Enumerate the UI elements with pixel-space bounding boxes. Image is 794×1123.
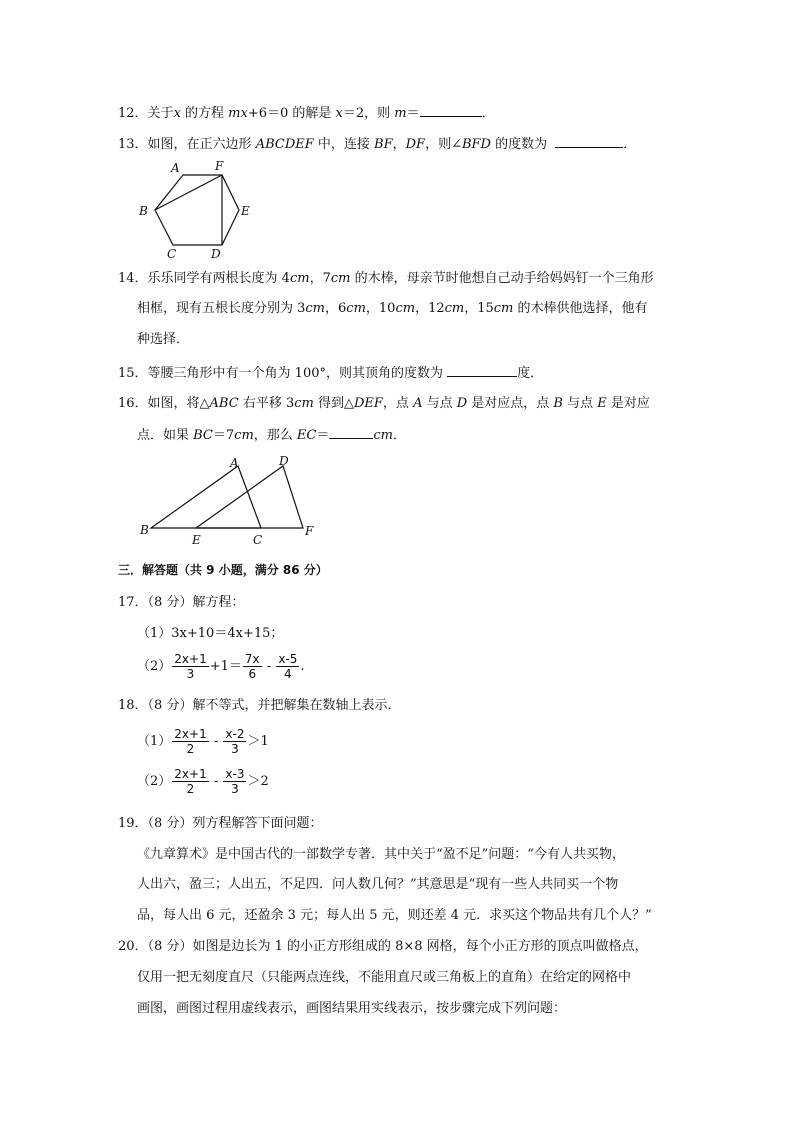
label-e: E (192, 533, 201, 547)
label-e: E (241, 204, 250, 218)
question-13: 13．如图，在正六边形 ABCDEF 中，连接 BF，DF，则∠BFD 的度数为 ． (118, 137, 637, 152)
question-19-body-1: 《九章算术》是中国古代的一部数学专著．其中关于“盈不足”问题：“今有人共买物， (137, 847, 625, 862)
fraction: $\frac{x-3}{3}$ (225, 767, 245, 796)
question-14-line-3: 种选择． (137, 332, 190, 347)
question-18-part-2: （2） $\frac{2x+1}{2}$ - $\frac{x-3}{3}$ ＞2 (137, 767, 269, 796)
label-b: B (139, 204, 148, 218)
question-20-line-2: 仅用一把无刻度直尺（只能两点连线，不能用直尺或三角板上的直角）在给定的网格中 (137, 970, 632, 985)
fraction: $\frac{2x+1}{2}$ (174, 767, 207, 796)
answer-blank (329, 426, 373, 439)
question-15: 15．等腰三角形中有一个角为 100°，则其顶角的度数为 度． (118, 366, 544, 381)
question-16-line-1: 16．如图，将△ABC 右平移 3cm 得到△DEF，点 A 与点 D 是对应点，点 B 与点 E 是对应 (118, 396, 650, 411)
question-19-body-3: 品，每人出 6 元，还盈余 3 元；每人出 5 元，则还差 4 元．求买这个物品共有几个人？” (137, 908, 652, 923)
question-20-line-1: 20．（8 分）如图是边长为 1 的小正方形组成的 8×8 网格，每个小正方形的顶点叫做格点， (118, 939, 648, 954)
question-19-title: 19．（8 分）列方程解答下面问题： (118, 816, 323, 831)
label-d: D (211, 247, 221, 261)
segment-bf (155, 175, 222, 210)
label-f: F (215, 159, 224, 173)
fraction: $\frac{x-5}{4}$ (278, 652, 298, 681)
question-17-part-2: （2） $\frac{2x+1}{3}$ +1＝ $\frac{7x}{6}$ - $\frac{x-5}{4}$ . (137, 652, 305, 681)
question-18-part-1: （1） $\frac{2x+1}{2}$ - $\frac{x-2}{3}$ ＞1 (137, 727, 269, 756)
fraction: $\frac{2x+1}{2}$ (174, 727, 207, 756)
label-c: C (253, 533, 263, 547)
translation-figure (137, 455, 327, 550)
label-d: D (279, 455, 289, 468)
hexagon-figure (135, 157, 255, 262)
question-12: 12．关于x 的方程 mx+6＝0 的解是 x＝2，则 m＝ ． (118, 106, 495, 121)
question-14-line-2: 相框，现有五根长度分别为 3cm，6cm，10cm，12cm，15cm 的木棒供他选择，他有 (137, 301, 648, 316)
hexagon-outline (155, 175, 239, 245)
question-16-line-2: 点．如果 BC＝7cm，那么 EC＝ cm． (137, 428, 406, 443)
answer-blank (447, 364, 517, 377)
question-19-body-2: 人出六，盈三；人出五，不足四．问人数几何？”其意思是“现有一些人共同买一个物 (137, 877, 619, 892)
answer-blank (420, 104, 482, 117)
question-17-part-1: （1）3x+10＝4x+15； (137, 626, 284, 641)
fraction: $\frac{7x}{6}$ (244, 652, 260, 681)
section-3-heading: 三．解答题（共 9 小题，满分 86 分） (118, 563, 328, 577)
question-20-line-3: 画图，画图过程用虚线表示，画图结果用实线表示，按步骤完成下列问题： (137, 1001, 567, 1016)
fraction: $\frac{2x+1}{3}$ (174, 652, 207, 681)
label-b: B (140, 523, 149, 537)
answer-blank (555, 135, 623, 148)
question-17-title: 17．（8 分）解方程： (118, 595, 245, 610)
label-c: C (167, 247, 177, 261)
triangle-abc (151, 466, 261, 528)
label-a: A (171, 161, 180, 175)
question-18-title: 18．（8 分）解不等式，并把解集在数轴上表示． (118, 698, 401, 713)
label-a: A (230, 456, 239, 470)
fraction: $\frac{x-2}{3}$ (225, 727, 245, 756)
question-14-line-1: 14．乐乐同学有两根长度为 4cm，7cm 的木棒，母亲节时他想自己动手给妈妈钉一个三角形 (118, 271, 654, 286)
label-f: F (305, 524, 314, 538)
